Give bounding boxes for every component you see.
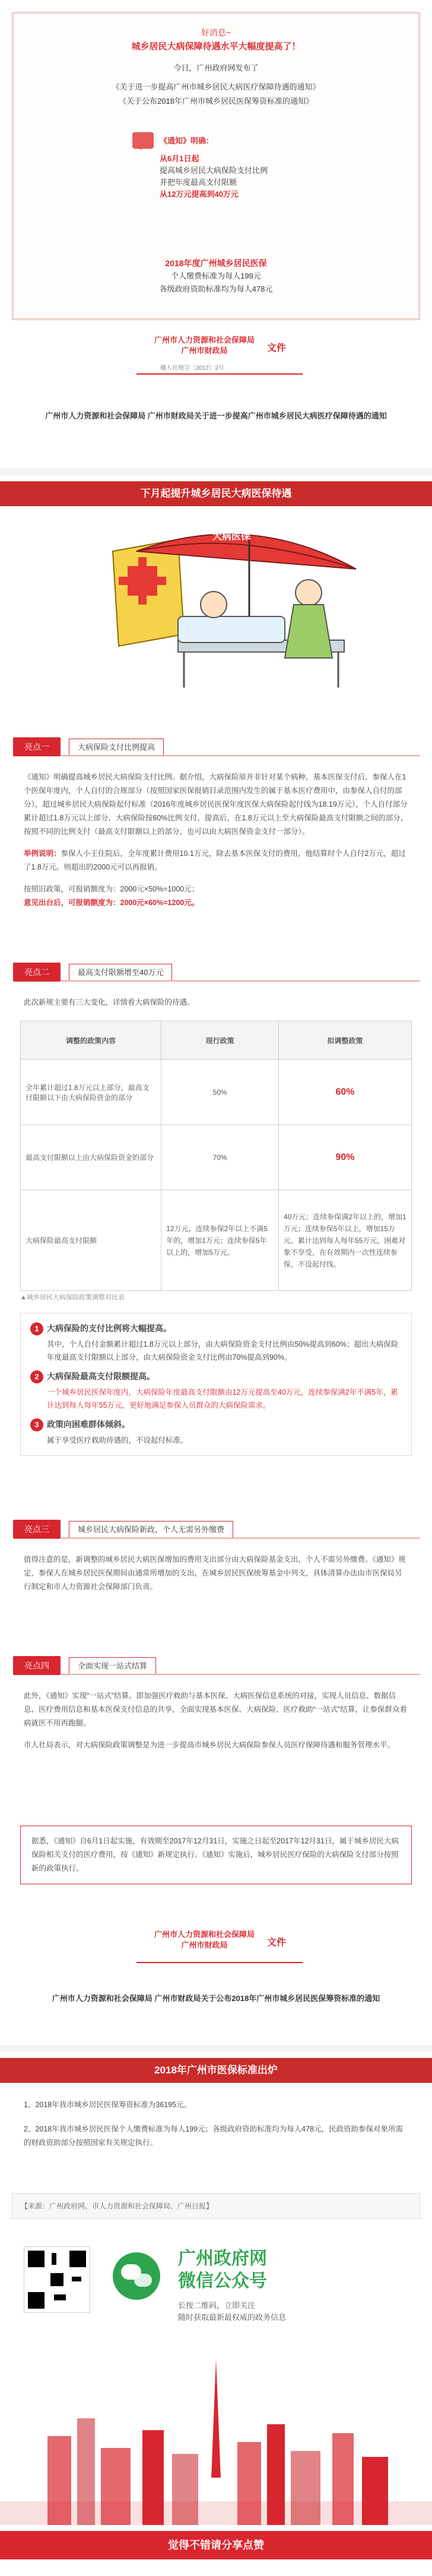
highlight-1 xyxy=(0,735,432,759)
doc-org-1: 广州市人力资源和社会保障局 xyxy=(154,1931,255,1939)
table-row xyxy=(21,1190,412,1291)
y2018-body xyxy=(0,2098,432,2150)
point1-text: 其中，个人自付金额累计超过1.8万元以上部分，由大病保险资金支付比例由50%提高到60%；超出大病保险年度最高支付限额以上部分，由大病保险资金支付比例由70%提高到90%。 xyxy=(47,1340,399,1361)
wechat-name-line1: 广州政府网 xyxy=(178,2249,267,2268)
notice-callout xyxy=(132,132,304,197)
highlight-3 xyxy=(0,1517,432,1541)
point2-text: 一个城乡居民医保年度内，大病保险年度最高支付限额由12万元提高至40万元，连续参保满2年不满5年，累计达到每人每年55万元，更好地满足参保人员群众的大病保险需求。 xyxy=(47,1388,398,1410)
umbrella-sign: 大病医保 xyxy=(212,532,250,542)
point3-text: 属于享受医疗救助待遇的，不设起付标准。 xyxy=(47,1436,188,1444)
doc-suffix: 文件 xyxy=(267,1936,287,1948)
doc-stamp-2 xyxy=(0,1926,432,1986)
doc-title-2: 《关于公布2018年广州市城乡居民医保筹资标准的通知》 xyxy=(119,97,313,106)
callout-title: 《通知》明确： xyxy=(160,136,214,145)
highlight-name-3: 城乡居民大病保险新政，个人无需另外缴费 xyxy=(69,1521,233,1539)
highlight-tag-4: 亮点四 xyxy=(13,1656,61,1675)
spacer xyxy=(0,468,432,475)
example-label: 举例说明： xyxy=(24,849,61,858)
hl3-body: 值得注意的是，新调整的城乡居民大病医保增加的费用支出部分由大病保险基金支出，个人不需另外缴费。《通知》规定，参保人在城乡居民医保期间由通常所增加的支出，在城乡居民医保统筹基金中列支，具体清算办法由市医保局另行制定和市人力资源社会保障部门负责。 xyxy=(24,1555,406,1591)
callout-line4: 从12万元提高到40万元 xyxy=(160,190,239,199)
highlight-4 xyxy=(0,1654,432,1677)
hl4-body xyxy=(0,1689,432,1752)
doc-red-rule xyxy=(136,373,303,375)
table-row xyxy=(21,1060,412,1125)
callout-line3: 并把年度最高支付限额 xyxy=(160,178,237,187)
number-1-icon: 1 xyxy=(30,1322,43,1335)
y2018-line2: 各级政府资助标准均为每人478元 xyxy=(159,285,273,293)
illustration xyxy=(0,516,432,717)
doc-org-1: 广州市人力资源和社会保障局 xyxy=(154,336,255,345)
doc-stamp-1 xyxy=(0,332,432,397)
section-band-1: 下月起提升城乡居民大病医保待遇 xyxy=(0,481,432,506)
doc-title-1: 《关于进一步提高广州市城乡居民大病医疗保障待遇的通知》 xyxy=(112,82,320,91)
doc-title-full-2: 广州市人力资源和社会保障局 广州市财政局关于公布2018年广州市城乡居民医保筹资标准的通知 xyxy=(52,1994,380,2003)
policy-table xyxy=(20,1021,412,1291)
table-row xyxy=(21,1125,412,1190)
source-line: 【来源：广州政府网、市人力资源和社会保障局、广州日报】 xyxy=(12,2193,420,2219)
speech-bubble-icon xyxy=(132,132,154,149)
table-cell: 最高支付限额以上由大病保险资金的部分 xyxy=(21,1125,161,1190)
number-3-icon: 3 xyxy=(30,1418,43,1431)
highlight-tag-2: 亮点二 xyxy=(13,963,61,982)
doc-suffix: 文件 xyxy=(267,342,287,353)
highlight-name-1: 大病保险支付比例提高 xyxy=(69,739,164,756)
point3-title: 政策向困难群体倾斜。 xyxy=(47,1420,130,1429)
table-cell: 全年累计超过1.8万元以上部分，最高支付限额以下由大病保险资金的部分 xyxy=(21,1060,161,1125)
new-policy-calc: 意见出台后，可报销额度为：2000元×60%=1200元。 xyxy=(24,899,199,907)
callout-line2: 提高城乡居民大病保险支付比例 xyxy=(160,166,268,175)
divider xyxy=(61,1674,420,1675)
hl1-paragraph: 《通知》明确提高城乡居民大病保险支付比例。据介绍，大病保险原并非针对某个病种，基本医保支付后，参保人在1个医保年度内，个人自付的合规部分（按照国家医保报销目录范围内发生的属于基本医疗费用中，由参保人自付的部分），超过城乡居民大病保险起付标准（2016年度城乡居民医保年度医保大病保险起付线为18.19万元），个人自付部分累计超过1.8万元以上部分，大病保险按60%比例支付。提高后，在1.8万元以上至大病保险最高支付限额之间的部分，按照不同的比例支付（最高支付限额以上的部分，也可以由大病医保资金支付一部分）。 xyxy=(24,773,408,836)
highlight-name-4: 全面实现一站式结算 xyxy=(69,1657,156,1675)
table-cell: 12万元，连续参保2年以上不满5年的，增加1万元；连续参保5年以上的，增加5万元。 xyxy=(161,1190,279,1291)
table-caption: ▲城乡居民大病保险政策调整对比表 xyxy=(20,1294,125,1301)
key-points-box xyxy=(20,1313,412,1456)
wechat-tip-2: 随时获取最新最权威的政务信息 xyxy=(178,2313,287,2322)
doc-org-2: 广州市财政局 xyxy=(181,347,228,356)
hl4-paragraph-1: 此外，《通知》实现“一站式”结算。即加强医疗救助与基本医保、大病医保信息系统的对接，实现人员信息、数据信息、医疗费用信息和基本医保支付信息的共享，全面实现基本医保、大病保险、医疗救助“一站式”结算，让参保群众看病就医不用再跑腿。 xyxy=(24,1692,407,1727)
share-bar[interactable]: 觉得不错请分享点赞 xyxy=(0,2531,432,2559)
highlight-tag-1: 亮点一 xyxy=(13,737,61,756)
doc-red-rule xyxy=(136,1962,303,1963)
skyline-icon xyxy=(0,2347,432,2525)
old-policy-calc: 按照旧政策，可报销额度为：2000元×50%=1000元； xyxy=(24,885,199,893)
divider xyxy=(61,980,420,982)
divider xyxy=(61,755,420,756)
qr-code-icon[interactable] xyxy=(24,2246,90,2313)
table-cell: 70% xyxy=(161,1125,279,1190)
spacer xyxy=(0,2045,432,2052)
intro-line: 今日，广州政府网发布了 xyxy=(173,63,259,72)
highlight-2 xyxy=(0,960,432,984)
point2-title: 大病保险最高支付限额提高。 xyxy=(47,1372,155,1381)
table-cell: 40万元；连续参保满2年以上的，增加1万元；连续参保5年以上，增加15万元，累计达到每人每年55万元，困难对象不享受，在有效期内一次性连续参保，不设起付线。 xyxy=(278,1190,411,1291)
y2018-item-1: 1、2018年我市城乡居民医保筹资标准为36195元。 xyxy=(24,2101,192,2109)
hospital-illustration-icon xyxy=(0,516,432,717)
effective-date-box: 据悉，《通知》自6月1日起实施，有效期至2017年12月31日，实施之日起至2017年12月31日，属于城乡居民大病保险相关支付的医疗费用，按《通知》新规定执行。《通知》实施后，城乡居民医疗保险的大病保险支付部分按照新的政策执行。 xyxy=(20,1826,412,1884)
hl1-body xyxy=(0,771,432,910)
headline: 城乡居民大病保障待遇水平大幅度提高了！ xyxy=(131,41,301,52)
example-text: 参保人小王住院后，全年度累计费用10.1万元，除去基本医保支付的费用，他结算时个人自付2万元，超过了1.8万元。则超出的2000元可以再报销。 xyxy=(24,849,406,871)
doc-number: 穗人社规字〔2017〕2号 xyxy=(160,365,224,372)
city-skyline xyxy=(0,2347,432,2525)
wechat-promo xyxy=(0,2235,432,2335)
table-cell: 50% xyxy=(161,1060,279,1125)
table-header-new: 拟调整政策 xyxy=(278,1021,411,1060)
intro-card xyxy=(12,12,420,320)
wechat-name-line2: 微信公众号 xyxy=(178,2271,267,2291)
highlight-tag-3: 亮点三 xyxy=(13,1520,61,1539)
point1-title: 大病保险的支付比例将大幅提高。 xyxy=(47,1324,171,1333)
table-cell: 大病保险最高支付限额 xyxy=(21,1190,161,1291)
table-cell: 60% xyxy=(278,1060,411,1125)
table-header-current: 现行政策 xyxy=(161,1021,279,1060)
divider xyxy=(61,1538,420,1539)
hl4-paragraph-2: 市人社局表示，对大病保险政策调整是为进一步提高市城乡居民大病保险参保人员医疗保障待遇和服务管理水平。 xyxy=(24,1741,395,1749)
number-2-icon: 2 xyxy=(30,1370,43,1383)
y2018-title: 2018年度广州城乡居民医保 xyxy=(165,258,267,268)
wechat-tip-1: 长按二维码，立即关注 xyxy=(178,2301,256,2310)
section-band-2: 2018年广州市医保标准出炉 xyxy=(0,2058,432,2083)
doc-title-full-1: 广州市人力资源和社会保障局 广州市财政局关于进一步提高广州市城乡居民大病医疗保障待遇的通知 xyxy=(45,411,387,420)
table-header-content: 调整的政策内容 xyxy=(21,1021,161,1060)
y2018-line1: 个人缴费标准为每人199元 xyxy=(171,271,261,280)
doc-org-2: 广州市财政局 xyxy=(181,1941,228,1950)
wechat-icon xyxy=(113,2252,160,2300)
table-cell: 90% xyxy=(278,1125,411,1190)
y2018-item-2: 2、2018年我市城乡居民医保个人缴费标准为每人199元；各级政府资助标准均为每人478元，民政资助参保对象所需的财政资助部分按照国家有关规定执行。 xyxy=(24,2125,403,2147)
callout-date: 从6月1日起 xyxy=(160,154,199,163)
hl2-intro: 此次新规主要有三大变化，详情看大病保险的待遇。 xyxy=(24,998,195,1006)
greeting: 好消息~ xyxy=(201,28,231,37)
highlight-name-2: 最高支付限额增至40万元 xyxy=(69,964,172,982)
